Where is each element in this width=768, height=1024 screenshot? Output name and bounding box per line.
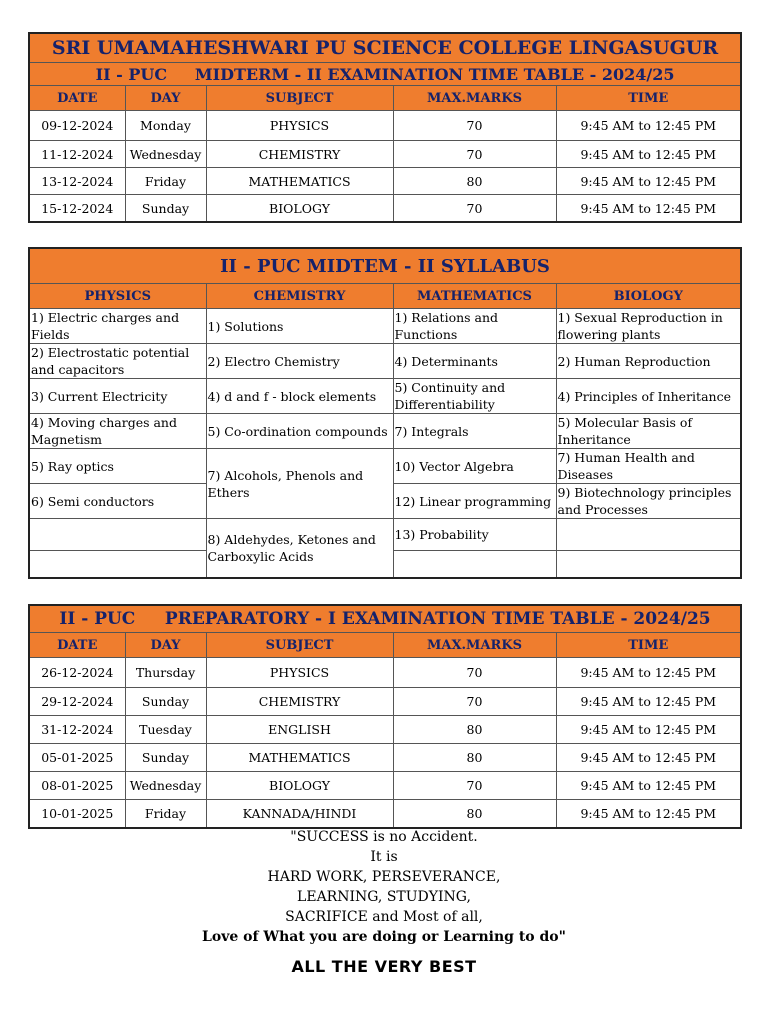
table-row <box>29 379 741 414</box>
cell-marks: 80 <box>393 800 556 828</box>
cell-date: 15-12-2024 <box>29 195 125 223</box>
cell-biology: 2) Human Reproduction <box>556 344 741 379</box>
cell-day: Wednesday <box>125 772 206 800</box>
cell-date: 29-12-2024 <box>29 688 125 716</box>
cell-time: 9:45 AM to 12:45 PM <box>556 141 741 168</box>
cell-physics: 4) Moving charges and Magnetism <box>29 414 206 449</box>
table-row <box>29 111 741 141</box>
cell-subject: MATHEMATICS <box>206 168 393 195</box>
quote-line: HARD WORK, PERSEVERANCE, <box>267 869 501 885</box>
cell-physics <box>29 519 206 551</box>
table-row <box>29 344 741 379</box>
motivational-quote <box>0 827 768 947</box>
cell-time: 9:45 AM to 12:45 PM <box>556 111 741 141</box>
cell-time: 9:45 AM to 12:45 PM <box>556 716 741 744</box>
col-header-subject: SUBJECT <box>206 86 393 111</box>
cell-subject: PHYSICS <box>206 111 393 141</box>
cell-time: 9:45 AM to 12:45 PM <box>556 195 741 223</box>
table-row <box>29 141 741 168</box>
table-row <box>29 414 741 449</box>
cell-date: 08-01-2025 <box>29 772 125 800</box>
cell-biology: 7) Human Health and Diseases <box>556 449 741 484</box>
cell-chemistry: 4) d and f - block elements <box>206 379 393 414</box>
cell-chemistry: 2) Electro Chemistry <box>206 344 393 379</box>
cell-physics: 6) Semi conductors <box>29 484 206 519</box>
col-header-date: DATE <box>29 633 125 658</box>
cell-subject: BIOLOGY <box>206 772 393 800</box>
cell-day: Wednesday <box>125 141 206 168</box>
cell-subject: BIOLOGY <box>206 195 393 223</box>
table-row <box>29 309 741 344</box>
quote-line: LEARNING, STUDYING, <box>297 889 471 905</box>
closing-message: ALL THE VERY BEST <box>291 957 477 976</box>
cell-biology: 1) Sexual Reproduction in flowering plants <box>556 309 741 344</box>
cell-day: Friday <box>125 168 206 195</box>
quote-line: It is <box>370 849 398 865</box>
syllabus-table <box>28 247 742 579</box>
quote-last-line: Love of What you are doing or Learning to do" <box>202 929 566 945</box>
cell-day: Tuesday <box>125 716 206 744</box>
cell-subject: PHYSICS <box>206 658 393 688</box>
col-header-time: TIME <box>556 86 741 111</box>
table-row <box>29 195 741 223</box>
cell-day: Monday <box>125 111 206 141</box>
cell-day: Sunday <box>125 744 206 772</box>
cell-subject: MATHEMATICS <box>206 744 393 772</box>
syllabus-title: II - PUC MIDTEM - II SYLLABUS <box>29 248 741 284</box>
table-row <box>29 658 741 688</box>
cell-biology: 5) Molecular Basis of Inheritance <box>556 414 741 449</box>
cell-marks: 80 <box>393 744 556 772</box>
cell-date: 31-12-2024 <box>29 716 125 744</box>
table-row <box>29 449 741 484</box>
quote-line: "SUCCESS is no Accident. <box>290 829 478 845</box>
table-row <box>29 168 741 195</box>
cell-marks: 70 <box>393 141 556 168</box>
cell-marks: 70 <box>393 111 556 141</box>
cell-subject: KANNADA/HINDI <box>206 800 393 828</box>
cell-date: 09-12-2024 <box>29 111 125 141</box>
table-row <box>29 519 741 551</box>
cell-mathematics: 5) Continuity and Differentiability <box>393 379 556 414</box>
cell-marks: 70 <box>393 195 556 223</box>
col-header-biology: BIOLOGY <box>556 284 741 309</box>
cell-mathematics: 4) Determinants <box>393 344 556 379</box>
cell-day: Thursday <box>125 658 206 688</box>
cell-mathematics: 7) Integrals <box>393 414 556 449</box>
cell-time: 9:45 AM to 12:45 PM <box>556 168 741 195</box>
cell-biology <box>556 519 741 551</box>
cell-chemistry: 7) Alcohols, Phenols and Ethers <box>206 449 393 519</box>
col-header-physics: PHYSICS <box>29 284 206 309</box>
cell-day: Sunday <box>125 688 206 716</box>
cell-physics: 5) Ray optics <box>29 449 206 484</box>
cell-chemistry: 8) Aldehydes, Ketones and Carboxylic Acids <box>206 519 393 579</box>
col-header-time: TIME <box>556 633 741 658</box>
cell-time: 9:45 AM to 12:45 PM <box>556 688 741 716</box>
cell-time: 9:45 AM to 12:45 PM <box>556 800 741 828</box>
col-header-chemistry: CHEMISTRY <box>206 284 393 309</box>
cell-subject: CHEMISTRY <box>206 141 393 168</box>
midterm-title: II - PUC MIDTERM - II EXAMINATION TIME TABLE - 2024/25 <box>29 63 741 86</box>
cell-physics: 2) Electrostatic potential and capacitors <box>29 344 206 379</box>
cell-biology <box>556 551 741 579</box>
col-header-day: DAY <box>125 86 206 111</box>
cell-biology: 9) Biotechnology principles and Processes <box>556 484 741 519</box>
col-header-max-marks: MAX.MARKS <box>393 633 556 658</box>
preparatory-timetable <box>28 604 742 829</box>
cell-time: 9:45 AM to 12:45 PM <box>556 772 741 800</box>
table-row <box>29 772 741 800</box>
cell-time: 9:45 AM to 12:45 PM <box>556 744 741 772</box>
table-row <box>29 688 741 716</box>
cell-mathematics <box>393 551 556 579</box>
cell-date: 10-01-2025 <box>29 800 125 828</box>
cell-mathematics: 10) Vector Algebra <box>393 449 556 484</box>
col-header-date: DATE <box>29 86 125 111</box>
cell-marks: 80 <box>393 716 556 744</box>
cell-marks: 80 <box>393 168 556 195</box>
cell-biology: 4) Principles of Inheritance <box>556 379 741 414</box>
col-header-day: DAY <box>125 633 206 658</box>
cell-date: 26-12-2024 <box>29 658 125 688</box>
midterm-timetable <box>28 32 742 223</box>
cell-marks: 70 <box>393 688 556 716</box>
cell-date: 13-12-2024 <box>29 168 125 195</box>
cell-mathematics: 1) Relations and Functions <box>393 309 556 344</box>
col-header-mathematics: MATHEMATICS <box>393 284 556 309</box>
cell-marks: 70 <box>393 772 556 800</box>
cell-date: 11-12-2024 <box>29 141 125 168</box>
cell-physics: 1) Electric charges and Fields <box>29 309 206 344</box>
col-header-subject: SUBJECT <box>206 633 393 658</box>
table-row <box>29 800 741 828</box>
cell-day: Sunday <box>125 195 206 223</box>
cell-subject: ENGLISH <box>206 716 393 744</box>
cell-marks: 70 <box>393 658 556 688</box>
cell-time: 9:45 AM to 12:45 PM <box>556 658 741 688</box>
cell-mathematics: 13) Probability <box>393 519 556 551</box>
cell-date: 05-01-2025 <box>29 744 125 772</box>
cell-chemistry: 1) Solutions <box>206 309 393 344</box>
table-row <box>29 716 741 744</box>
cell-physics <box>29 551 206 579</box>
quote-line: SACRIFICE and Most of all, <box>285 909 483 925</box>
cell-chemistry: 5) Co-ordination compounds <box>206 414 393 449</box>
cell-physics: 3) Current Electricity <box>29 379 206 414</box>
col-header-max-marks: MAX.MARKS <box>393 86 556 111</box>
cell-subject: CHEMISTRY <box>206 688 393 716</box>
college-title: SRI UMAMAHESHWARI PU SCIENCE COLLEGE LINGASUGUR <box>29 33 741 63</box>
cell-day: Friday <box>125 800 206 828</box>
table-row <box>29 744 741 772</box>
preparatory-title: II - PUC PREPARATORY - I EXAMINATION TIME TABLE - 2024/25 <box>29 605 741 633</box>
cell-mathematics: 12) Linear programming <box>393 484 556 519</box>
